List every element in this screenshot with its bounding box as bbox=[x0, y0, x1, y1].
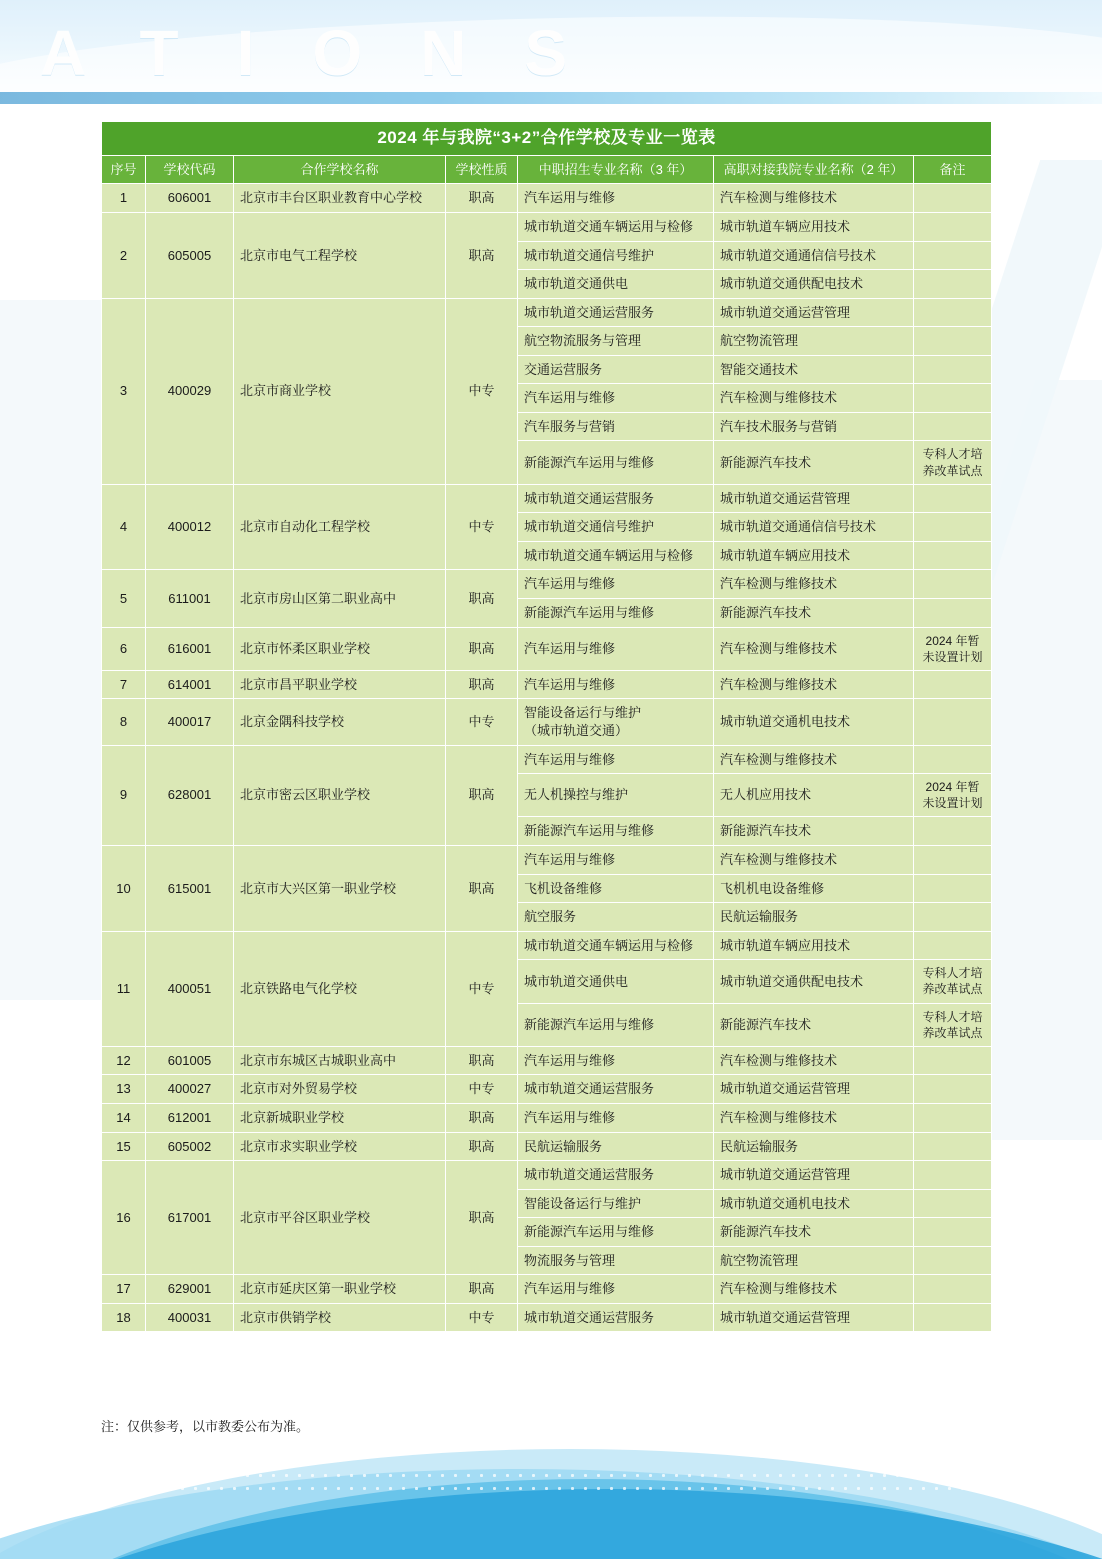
table-row bbox=[102, 484, 992, 513]
table-row bbox=[102, 846, 992, 875]
header-decoration bbox=[0, 0, 1102, 104]
cell-vocational-major: 城市轨道交通车辆运用与检修 bbox=[518, 931, 714, 960]
cooperation-table-wrapper bbox=[101, 121, 991, 1332]
cell-vocational-major: 城市轨道交通车辆运用与检修 bbox=[518, 541, 714, 570]
cell-no: 7 bbox=[102, 670, 146, 699]
cell-school-name: 北京市房山区第二职业高中 bbox=[234, 570, 446, 627]
table-header-row bbox=[102, 155, 992, 184]
table-body bbox=[102, 184, 992, 1332]
cell-vocational-major: 城市轨道交通运营服务 bbox=[518, 298, 714, 327]
cell-remark bbox=[914, 384, 992, 413]
cell-remark bbox=[914, 598, 992, 627]
cell-remark bbox=[914, 931, 992, 960]
cell-school-code: 617001 bbox=[146, 1161, 234, 1275]
cell-no: 12 bbox=[102, 1046, 146, 1075]
cell-no: 11 bbox=[102, 931, 146, 1046]
cell-college-major: 城市轨道交通通信信号技术 bbox=[714, 241, 914, 270]
cell-college-major: 城市轨道交通通信信号技术 bbox=[714, 513, 914, 542]
cell-school-code: 612001 bbox=[146, 1104, 234, 1133]
cell-no: 16 bbox=[102, 1161, 146, 1275]
cell-remark bbox=[914, 484, 992, 513]
cell-school-code: 616001 bbox=[146, 627, 234, 670]
cell-school-code: 400012 bbox=[146, 484, 234, 570]
cell-school-type: 职高 bbox=[446, 184, 518, 213]
cell-vocational-major: 城市轨道交通运营服务 bbox=[518, 1161, 714, 1190]
header-blue-bar bbox=[0, 92, 1102, 104]
cell-vocational-major: 新能源汽车运用与维修 bbox=[518, 817, 714, 846]
cell-school-type: 中专 bbox=[446, 298, 518, 484]
cell-vocational-major: 新能源汽车运用与维修 bbox=[518, 598, 714, 627]
cell-vocational-major: 城市轨道交通信号维护 bbox=[518, 241, 714, 270]
cell-vocational-major: 城市轨道交通信号维护 bbox=[518, 513, 714, 542]
table-row bbox=[102, 1303, 992, 1332]
cell-remark: 2024 年暂未设置计划 bbox=[914, 774, 992, 817]
cell-no: 4 bbox=[102, 484, 146, 570]
cell-no: 17 bbox=[102, 1275, 146, 1304]
cell-college-major: 汽车检测与维修技术 bbox=[714, 184, 914, 213]
table-row bbox=[102, 1104, 992, 1133]
cell-college-major: 汽车检测与维修技术 bbox=[714, 670, 914, 699]
table-row bbox=[102, 213, 992, 242]
cell-remark bbox=[914, 1161, 992, 1190]
cell-no: 15 bbox=[102, 1132, 146, 1161]
column-header-school: 合作学校名称 bbox=[234, 155, 446, 184]
cell-remark bbox=[914, 541, 992, 570]
cell-school-type: 职高 bbox=[446, 1275, 518, 1304]
table-row bbox=[102, 670, 992, 699]
cell-school-code: 606001 bbox=[146, 184, 234, 213]
table-row bbox=[102, 931, 992, 960]
cell-vocational-major: 飞机设备维修 bbox=[518, 874, 714, 903]
cell-remark bbox=[914, 846, 992, 875]
cell-school-name: 北京市商业学校 bbox=[234, 298, 446, 484]
cell-school-name: 北京市对外贸易学校 bbox=[234, 1075, 446, 1104]
column-header-no: 序号 bbox=[102, 155, 146, 184]
cell-remark bbox=[914, 1246, 992, 1275]
cell-no: 1 bbox=[102, 184, 146, 213]
cell-remark bbox=[914, 1104, 992, 1133]
cell-school-name: 北京金隅科技学校 bbox=[234, 699, 446, 745]
cell-college-major: 城市轨道交通运营管理 bbox=[714, 1161, 914, 1190]
cell-college-major: 智能交通技术 bbox=[714, 355, 914, 384]
table-row bbox=[102, 1046, 992, 1075]
cell-school-name: 北京市大兴区第一职业学校 bbox=[234, 846, 446, 932]
cell-remark bbox=[914, 513, 992, 542]
cell-vocational-major: 汽车运用与维修 bbox=[518, 745, 714, 774]
cell-school-type: 职高 bbox=[446, 213, 518, 299]
cell-vocational-major: 航空物流服务与管理 bbox=[518, 327, 714, 356]
cell-vocational-major: 无人机操控与维护 bbox=[518, 774, 714, 817]
cell-vocational-major: 城市轨道交通运营服务 bbox=[518, 1303, 714, 1332]
cell-vocational-major: 城市轨道交通车辆运用与检修 bbox=[518, 213, 714, 242]
cell-school-name: 北京新城职业学校 bbox=[234, 1104, 446, 1133]
table-row bbox=[102, 699, 992, 745]
cell-vocational-major: 智能设备运行与维护 bbox=[518, 1189, 714, 1218]
cell-college-major: 城市轨道交通机电技术 bbox=[714, 1189, 914, 1218]
table-row bbox=[102, 745, 992, 774]
cell-remark bbox=[914, 670, 992, 699]
cell-school-code: 400031 bbox=[146, 1303, 234, 1332]
cell-vocational-major: 物流服务与管理 bbox=[518, 1246, 714, 1275]
cell-vocational-major: 新能源汽车运用与维修 bbox=[518, 441, 714, 484]
cell-college-major: 航空物流管理 bbox=[714, 1246, 914, 1275]
cell-school-code: 601005 bbox=[146, 1046, 234, 1075]
cell-vocational-major: 汽车运用与维修 bbox=[518, 184, 714, 213]
cell-school-name: 北京市平谷区职业学校 bbox=[234, 1161, 446, 1275]
cell-college-major: 汽车检测与维修技术 bbox=[714, 1046, 914, 1075]
cell-remark: 专科人才培养改革试点 bbox=[914, 1003, 992, 1046]
cell-school-name: 北京市电气工程学校 bbox=[234, 213, 446, 299]
cell-college-major: 城市轨道交通运营管理 bbox=[714, 1303, 914, 1332]
cell-remark bbox=[914, 1275, 992, 1304]
cell-school-code: 611001 bbox=[146, 570, 234, 627]
cell-college-major: 汽车检测与维修技术 bbox=[714, 1275, 914, 1304]
cell-vocational-major: 汽车服务与营销 bbox=[518, 412, 714, 441]
cell-no: 2 bbox=[102, 213, 146, 299]
cell-college-major: 城市轨道交通运营管理 bbox=[714, 298, 914, 327]
cell-college-major: 城市轨道交通供配电技术 bbox=[714, 960, 914, 1003]
table-row bbox=[102, 184, 992, 213]
cell-school-name: 北京市丰台区职业教育中心学校 bbox=[234, 184, 446, 213]
cell-school-type: 中专 bbox=[446, 931, 518, 1046]
table-footnote: 注：仅供参考，以市教委公布为准。 bbox=[101, 1419, 310, 1434]
cell-college-major: 汽车检测与维修技术 bbox=[714, 570, 914, 599]
cell-school-code: 605002 bbox=[146, 1132, 234, 1161]
dot-pattern bbox=[20, 1469, 1080, 1495]
cell-college-major: 民航运输服务 bbox=[714, 1132, 914, 1161]
cell-remark: 专科人才培养改革试点 bbox=[914, 441, 992, 484]
ghost-letters-text: ATIONS bbox=[40, 17, 626, 89]
cell-college-major: 航空物流管理 bbox=[714, 327, 914, 356]
cell-school-code: 400029 bbox=[146, 298, 234, 484]
cell-school-name: 北京市怀柔区职业学校 bbox=[234, 627, 446, 670]
cell-remark bbox=[914, 699, 992, 745]
cell-school-code: 605005 bbox=[146, 213, 234, 299]
cell-vocational-major: 汽车运用与维修 bbox=[518, 846, 714, 875]
cell-vocational-major: 汽车运用与维修 bbox=[518, 1104, 714, 1133]
cell-no: 6 bbox=[102, 627, 146, 670]
cell-school-type: 职高 bbox=[446, 1132, 518, 1161]
cell-college-major: 新能源汽车技术 bbox=[714, 441, 914, 484]
cell-school-code: 629001 bbox=[146, 1275, 234, 1304]
cell-remark bbox=[914, 327, 992, 356]
column-header-vocational-major: 中职招生专业名称（3 年） bbox=[518, 155, 714, 184]
cell-vocational-major: 城市轨道交通供电 bbox=[518, 270, 714, 299]
cell-college-major: 新能源汽车技术 bbox=[714, 598, 914, 627]
cell-college-major: 无人机应用技术 bbox=[714, 774, 914, 817]
cell-college-major: 新能源汽车技术 bbox=[714, 1003, 914, 1046]
table-row bbox=[102, 298, 992, 327]
cell-school-type: 中专 bbox=[446, 699, 518, 745]
cell-vocational-major: 城市轨道交通运营服务 bbox=[518, 484, 714, 513]
table-title-row bbox=[102, 122, 992, 156]
cell-school-name: 北京市东城区古城职业高中 bbox=[234, 1046, 446, 1075]
cell-college-major: 汽车检测与维修技术 bbox=[714, 627, 914, 670]
cell-college-major: 城市轨道车辆应用技术 bbox=[714, 213, 914, 242]
cell-school-code: 400027 bbox=[146, 1075, 234, 1104]
cell-school-type: 职高 bbox=[446, 670, 518, 699]
cell-college-major: 新能源汽车技术 bbox=[714, 817, 914, 846]
cell-college-major: 新能源汽车技术 bbox=[714, 1218, 914, 1247]
cell-school-name: 北京市供销学校 bbox=[234, 1303, 446, 1332]
cell-remark bbox=[914, 817, 992, 846]
cell-remark bbox=[914, 184, 992, 213]
column-header-code: 学校代码 bbox=[146, 155, 234, 184]
table-title: 2024 年与我院“3+2”合作学校及专业一览表 bbox=[102, 122, 992, 156]
cell-vocational-major: 新能源汽车运用与维修 bbox=[518, 1218, 714, 1247]
cell-school-code: 400051 bbox=[146, 931, 234, 1046]
cell-vocational-major: 汽车运用与维修 bbox=[518, 1275, 714, 1304]
cell-school-type: 职高 bbox=[446, 745, 518, 845]
cell-remark bbox=[914, 355, 992, 384]
cell-school-name: 北京铁路电气化学校 bbox=[234, 931, 446, 1046]
table-row bbox=[102, 1132, 992, 1161]
cell-school-name: 北京市自动化工程学校 bbox=[234, 484, 446, 570]
cell-school-code: 615001 bbox=[146, 846, 234, 932]
cell-remark bbox=[914, 1189, 992, 1218]
cell-school-type: 职高 bbox=[446, 1046, 518, 1075]
cell-remark: 2024 年暂未设置计划 bbox=[914, 627, 992, 670]
cell-school-name: 北京市延庆区第一职业学校 bbox=[234, 1275, 446, 1304]
cell-college-major: 城市轨道车辆应用技术 bbox=[714, 931, 914, 960]
cell-remark: 专科人才培养改革试点 bbox=[914, 960, 992, 1003]
cell-school-type: 中专 bbox=[446, 484, 518, 570]
cell-college-major: 汽车检测与维修技术 bbox=[714, 846, 914, 875]
cell-remark bbox=[914, 745, 992, 774]
cell-no: 5 bbox=[102, 570, 146, 627]
table-row bbox=[102, 570, 992, 599]
cell-school-name: 北京市求实职业学校 bbox=[234, 1132, 446, 1161]
footer-decoration bbox=[0, 1409, 1102, 1559]
cell-vocational-major: 智能设备运行与维护 （城市轨道交通） bbox=[518, 699, 714, 745]
cell-no: 10 bbox=[102, 846, 146, 932]
cell-vocational-major: 航空服务 bbox=[518, 903, 714, 932]
table-row bbox=[102, 1275, 992, 1304]
column-header-remark: 备注 bbox=[914, 155, 992, 184]
table-row bbox=[102, 1161, 992, 1190]
cell-college-major: 城市轨道交通机电技术 bbox=[714, 699, 914, 745]
cell-college-major: 飞机机电设备维修 bbox=[714, 874, 914, 903]
cell-remark bbox=[914, 1046, 992, 1075]
cell-school-type: 中专 bbox=[446, 1075, 518, 1104]
table-row bbox=[102, 1075, 992, 1104]
cell-remark bbox=[914, 903, 992, 932]
cell-vocational-major: 汽车运用与维修 bbox=[518, 384, 714, 413]
cell-school-code: 614001 bbox=[146, 670, 234, 699]
cell-remark bbox=[914, 1075, 992, 1104]
cell-no: 13 bbox=[102, 1075, 146, 1104]
column-header-type: 学校性质 bbox=[446, 155, 518, 184]
cell-no: 14 bbox=[102, 1104, 146, 1133]
cell-college-major: 城市轨道交通供配电技术 bbox=[714, 270, 914, 299]
cell-school-type: 中专 bbox=[446, 1303, 518, 1332]
cell-college-major: 汽车技术服务与营销 bbox=[714, 412, 914, 441]
cell-remark bbox=[914, 874, 992, 903]
cell-remark bbox=[914, 298, 992, 327]
cell-remark bbox=[914, 1132, 992, 1161]
cell-vocational-major: 汽车运用与维修 bbox=[518, 627, 714, 670]
cell-no: 3 bbox=[102, 298, 146, 484]
cell-college-major: 汽车检测与维修技术 bbox=[714, 384, 914, 413]
cell-remark bbox=[914, 412, 992, 441]
cell-vocational-major: 交通运营服务 bbox=[518, 355, 714, 384]
cell-college-major: 城市轨道交通运营管理 bbox=[714, 1075, 914, 1104]
cell-school-type: 职高 bbox=[446, 627, 518, 670]
cell-remark bbox=[914, 270, 992, 299]
column-header-college-major: 高职对接我院专业名称（2 年） bbox=[714, 155, 914, 184]
cell-school-code: 628001 bbox=[146, 745, 234, 845]
cooperation-table bbox=[101, 121, 992, 1332]
cell-no: 9 bbox=[102, 745, 146, 845]
cell-school-code: 400017 bbox=[146, 699, 234, 745]
cell-vocational-major: 城市轨道交通供电 bbox=[518, 960, 714, 1003]
cell-no: 18 bbox=[102, 1303, 146, 1332]
cell-no: 8 bbox=[102, 699, 146, 745]
cell-school-type: 职高 bbox=[446, 570, 518, 627]
cell-school-name: 北京市昌平职业学校 bbox=[234, 670, 446, 699]
cell-vocational-major: 汽车运用与维修 bbox=[518, 570, 714, 599]
cell-school-type: 职高 bbox=[446, 1161, 518, 1275]
cell-remark bbox=[914, 241, 992, 270]
cell-vocational-major: 汽车运用与维修 bbox=[518, 1046, 714, 1075]
cell-college-major: 汽车检测与维修技术 bbox=[714, 1104, 914, 1133]
cell-school-type: 职高 bbox=[446, 1104, 518, 1133]
cell-college-major: 民航运输服务 bbox=[714, 903, 914, 932]
cell-remark bbox=[914, 570, 992, 599]
cell-college-major: 汽车检测与维修技术 bbox=[714, 745, 914, 774]
cell-school-type: 职高 bbox=[446, 846, 518, 932]
cell-school-name: 北京市密云区职业学校 bbox=[234, 745, 446, 845]
cell-vocational-major: 城市轨道交通运营服务 bbox=[518, 1075, 714, 1104]
cell-vocational-major: 汽车运用与维修 bbox=[518, 670, 714, 699]
cell-college-major: 城市轨道交通运营管理 bbox=[714, 484, 914, 513]
table-row bbox=[102, 627, 992, 670]
cell-remark bbox=[914, 1303, 992, 1332]
cell-vocational-major: 民航运输服务 bbox=[518, 1132, 714, 1161]
cell-vocational-major: 新能源汽车运用与维修 bbox=[518, 1003, 714, 1046]
cell-college-major: 城市轨道车辆应用技术 bbox=[714, 541, 914, 570]
cell-remark bbox=[914, 1218, 992, 1247]
cell-remark bbox=[914, 213, 992, 242]
